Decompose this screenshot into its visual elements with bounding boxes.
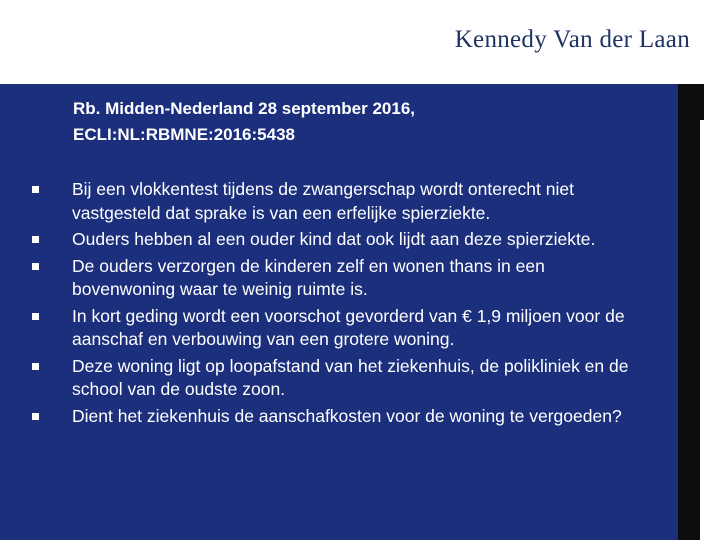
square-bullet-icon: [32, 413, 39, 420]
slide-panel: [0, 84, 678, 540]
square-bullet-icon: [32, 236, 39, 243]
square-bullet-icon: [32, 186, 39, 193]
list-item: [30, 405, 630, 429]
list-item: [30, 178, 630, 225]
bullet-text: Deze woning ligt op loopafstand van het ziekenhuis, de polikliniek en de school van de oudste zoon.: [72, 355, 629, 399]
title-line-1: Rb. Midden-Nederland 28 september 2016,: [73, 99, 415, 118]
bullet-text: Bij een vlokkentest tijdens de zwangerschap wordt onterecht niet vastgesteld dat sprake is van een erfelijke spierziekte.: [72, 179, 574, 223]
bullet-text: De ouders verzorgen de kinderen zelf en wonen thans in een bovenwoning waar te weinig ruimte is.: [72, 255, 545, 299]
slide-title: [73, 96, 415, 148]
list-item: [30, 255, 630, 302]
list-item: [30, 228, 630, 252]
list-item: [30, 355, 630, 402]
bullet-text: Ouders hebben al een ouder kind dat ook lijdt aan deze spierziekte.: [72, 229, 596, 249]
edge-block: [700, 120, 720, 540]
square-bullet-icon: [32, 313, 39, 320]
bullet-text: Dient het ziekenhuis de aanschafkosten voor de woning te vergoeden?: [72, 405, 622, 426]
square-bullet-icon: [32, 363, 39, 370]
company-logo: Kennedy Van der Laan: [454, 26, 690, 53]
title-line-2: ECLI:NL:RBMNE:2016:5438: [73, 125, 295, 144]
list-item: [30, 305, 630, 352]
bullet-text: In kort geding wordt een voorschot gevorderd van € 1,9 miljoen voor de aanschaf en verbouwing van een grotere woning.: [72, 305, 625, 349]
square-bullet-icon: [32, 263, 39, 270]
bullet-list: [30, 178, 630, 431]
